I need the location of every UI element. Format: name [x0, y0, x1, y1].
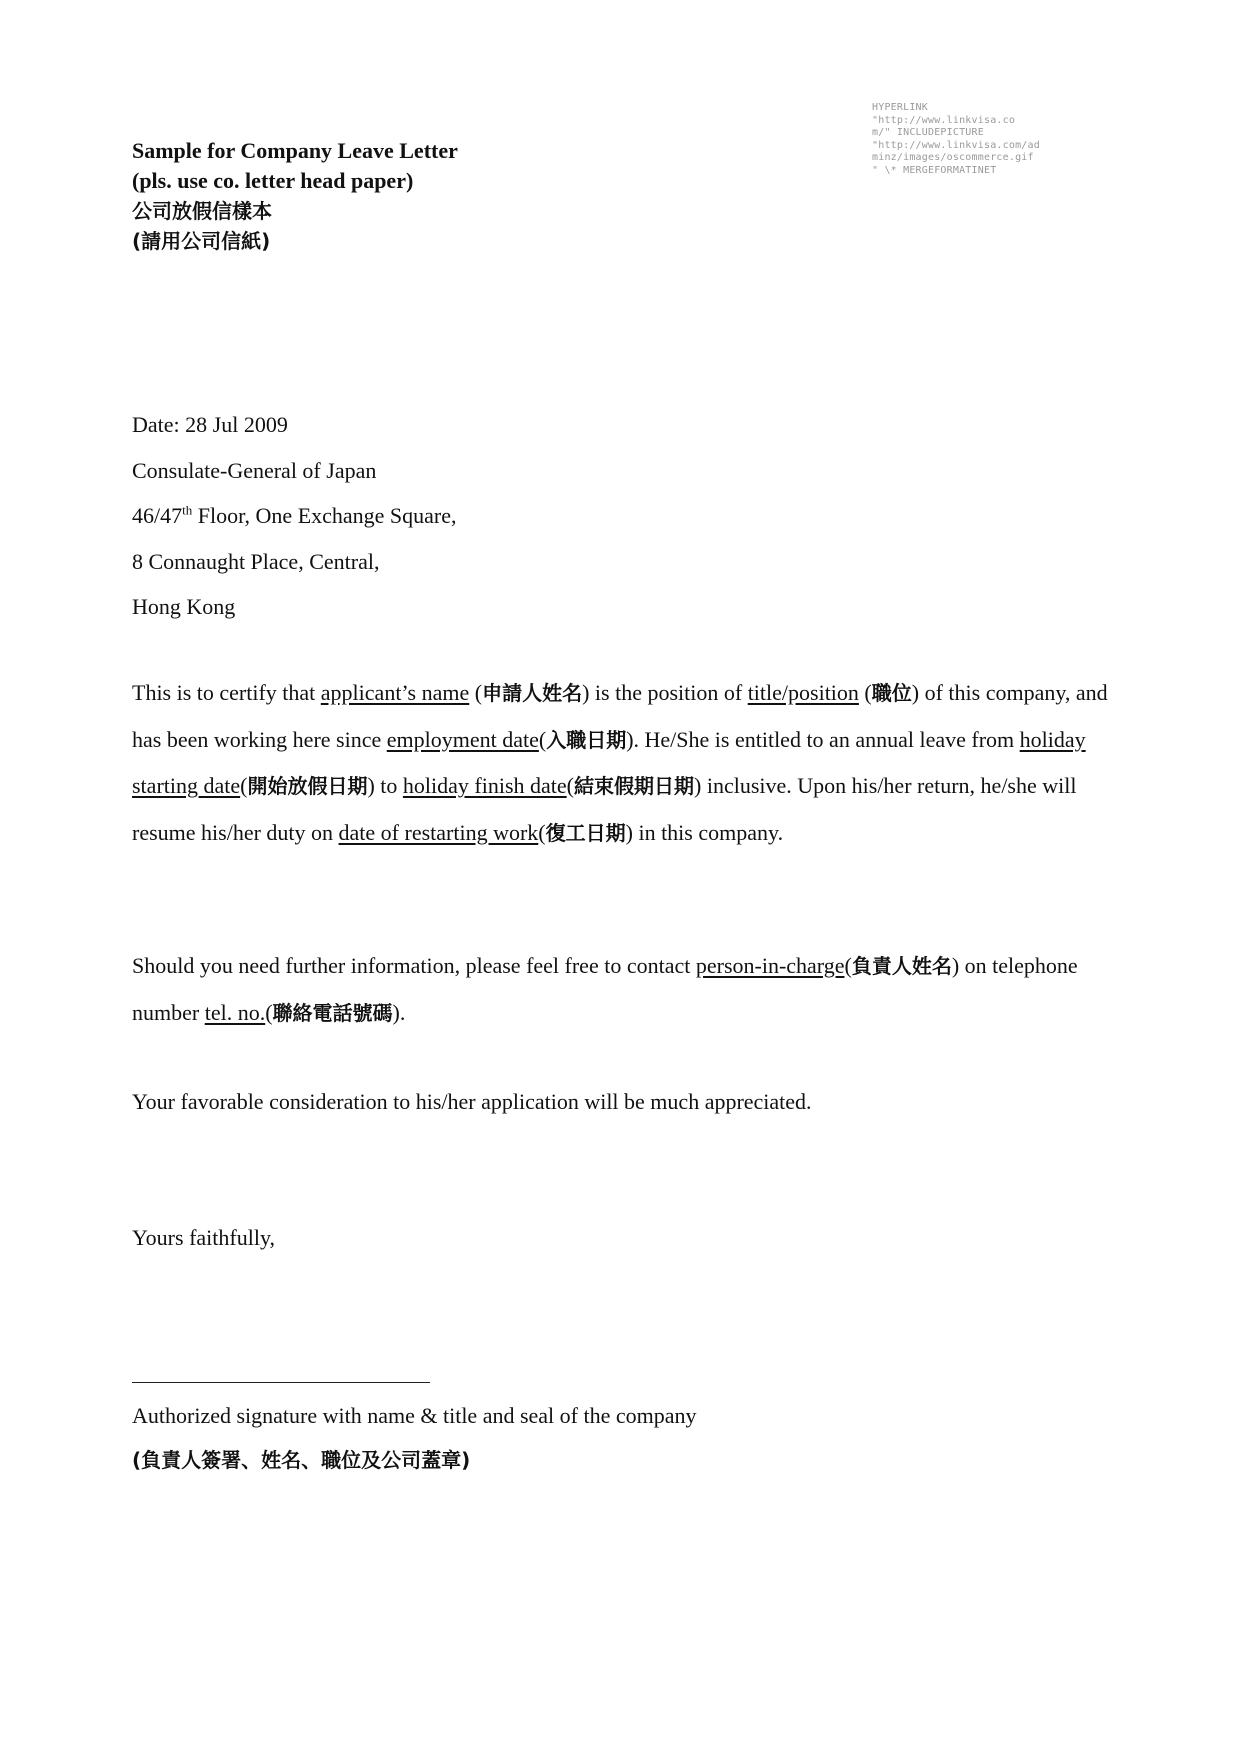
closing-salutation: Yours faithfully,	[132, 1225, 276, 1250]
text: (	[844, 953, 852, 978]
placeholder-holiday-start: holiday starting date	[132, 726, 1086, 798]
letter-date: Date: 28 Jul 2009	[132, 412, 288, 437]
hyperlink-line: "http://www.linkvisa.co	[872, 114, 1016, 126]
text: (	[469, 680, 483, 705]
zh-tel-no: 聯絡電話號碼	[272, 1000, 393, 1025]
certification-paragraph	[132, 670, 1112, 856]
zh-restart-date: 復工日期	[545, 820, 626, 845]
text: Should you need further information, please feel free to contact	[132, 953, 696, 978]
text: (	[858, 680, 872, 705]
zh-person-in-charge: 負責人姓名	[851, 954, 952, 978]
text: (	[265, 999, 273, 1025]
recipient-name: Consulate-General of Japan	[132, 457, 377, 483]
text: ) of this company, and has been working here since	[132, 680, 1108, 752]
placeholder-holiday-finish: holiday finish date	[402, 773, 567, 798]
text: ). He/She is entitled to an annual leave from	[626, 726, 1020, 752]
address-line-street: 8 Connaught Place, Central,	[132, 548, 380, 574]
address-line-city: Hong Kong	[132, 594, 236, 619]
floor-building: Floor, One Exchange Square,	[192, 503, 457, 528]
appreciation-paragraph: Your favorable consideration to his/her application will be much appreciated.	[132, 1089, 812, 1114]
hyperlink-line: "http://www.linkvisa.com/ad	[872, 139, 1040, 151]
header-title-en: Sample for Company Leave Letter	[132, 138, 458, 163]
floor-number: 46/47	[132, 503, 183, 528]
header-subtitle-en: (pls. use co. letter head paper)	[132, 168, 414, 193]
header-title-zh: 公司放假信樣本	[132, 199, 272, 223]
text: This is to certify that	[132, 680, 321, 705]
text: (	[566, 773, 574, 798]
text: (	[538, 726, 547, 752]
signature-caption-zh: (負責人簽署、姓名、職位及公司蓋章)	[132, 1448, 471, 1472]
text: ) to	[367, 773, 403, 798]
hyperlink-line: minz/images/oscommerce.gif	[872, 152, 1034, 163]
floor-ordinal: th	[182, 502, 193, 518]
zh-applicant-name: 申請人姓名	[482, 681, 583, 705]
signature-caption-en: Authorized signature with name & title and seal of the company	[132, 1403, 697, 1428]
placeholder-restart-date: date of restarting work	[338, 819, 539, 845]
hyperlink-line: m/" INCLUDEPICTURE	[872, 127, 984, 138]
placeholder-person-in-charge: person-in-charge	[695, 953, 845, 978]
zh-position: 職位	[871, 681, 912, 705]
address-line-floor	[132, 493, 1112, 539]
signature-line	[132, 1382, 430, 1383]
placeholder-tel-no: tel. no.	[204, 999, 266, 1025]
text: ) inclusive. Upon his/her return, he/she will resume his/her duty on	[132, 773, 1077, 845]
placeholder-employment-date: employment date	[386, 726, 539, 752]
placeholder-applicant-name: applicant’s name	[320, 680, 470, 705]
zh-holiday-start: 開始放假日期	[247, 774, 368, 798]
hyperlink-line: " \* MERGEFORMATINET	[872, 164, 997, 176]
hyperlink-line: HYPERLINK	[872, 102, 928, 113]
text: ) on telephone number	[132, 953, 1078, 1025]
placeholder-title-position: title/position	[747, 680, 859, 705]
text: (	[240, 773, 248, 798]
signature-caption	[132, 1393, 1112, 1483]
text: ) in this company.	[625, 819, 784, 845]
header-subtitle-zh: (請用公司信紙)	[132, 229, 271, 253]
letter-header	[132, 136, 458, 256]
text: (	[538, 819, 546, 845]
address-block	[132, 402, 1112, 630]
contact-paragraph	[132, 943, 1112, 1036]
text: ) is the position of	[582, 680, 748, 705]
zh-employment-date: 入職日期	[546, 727, 627, 752]
text: ).	[392, 999, 406, 1025]
zh-holiday-finish: 結束假期日期	[574, 774, 694, 798]
hyperlink-field-code-image	[872, 102, 1112, 177]
